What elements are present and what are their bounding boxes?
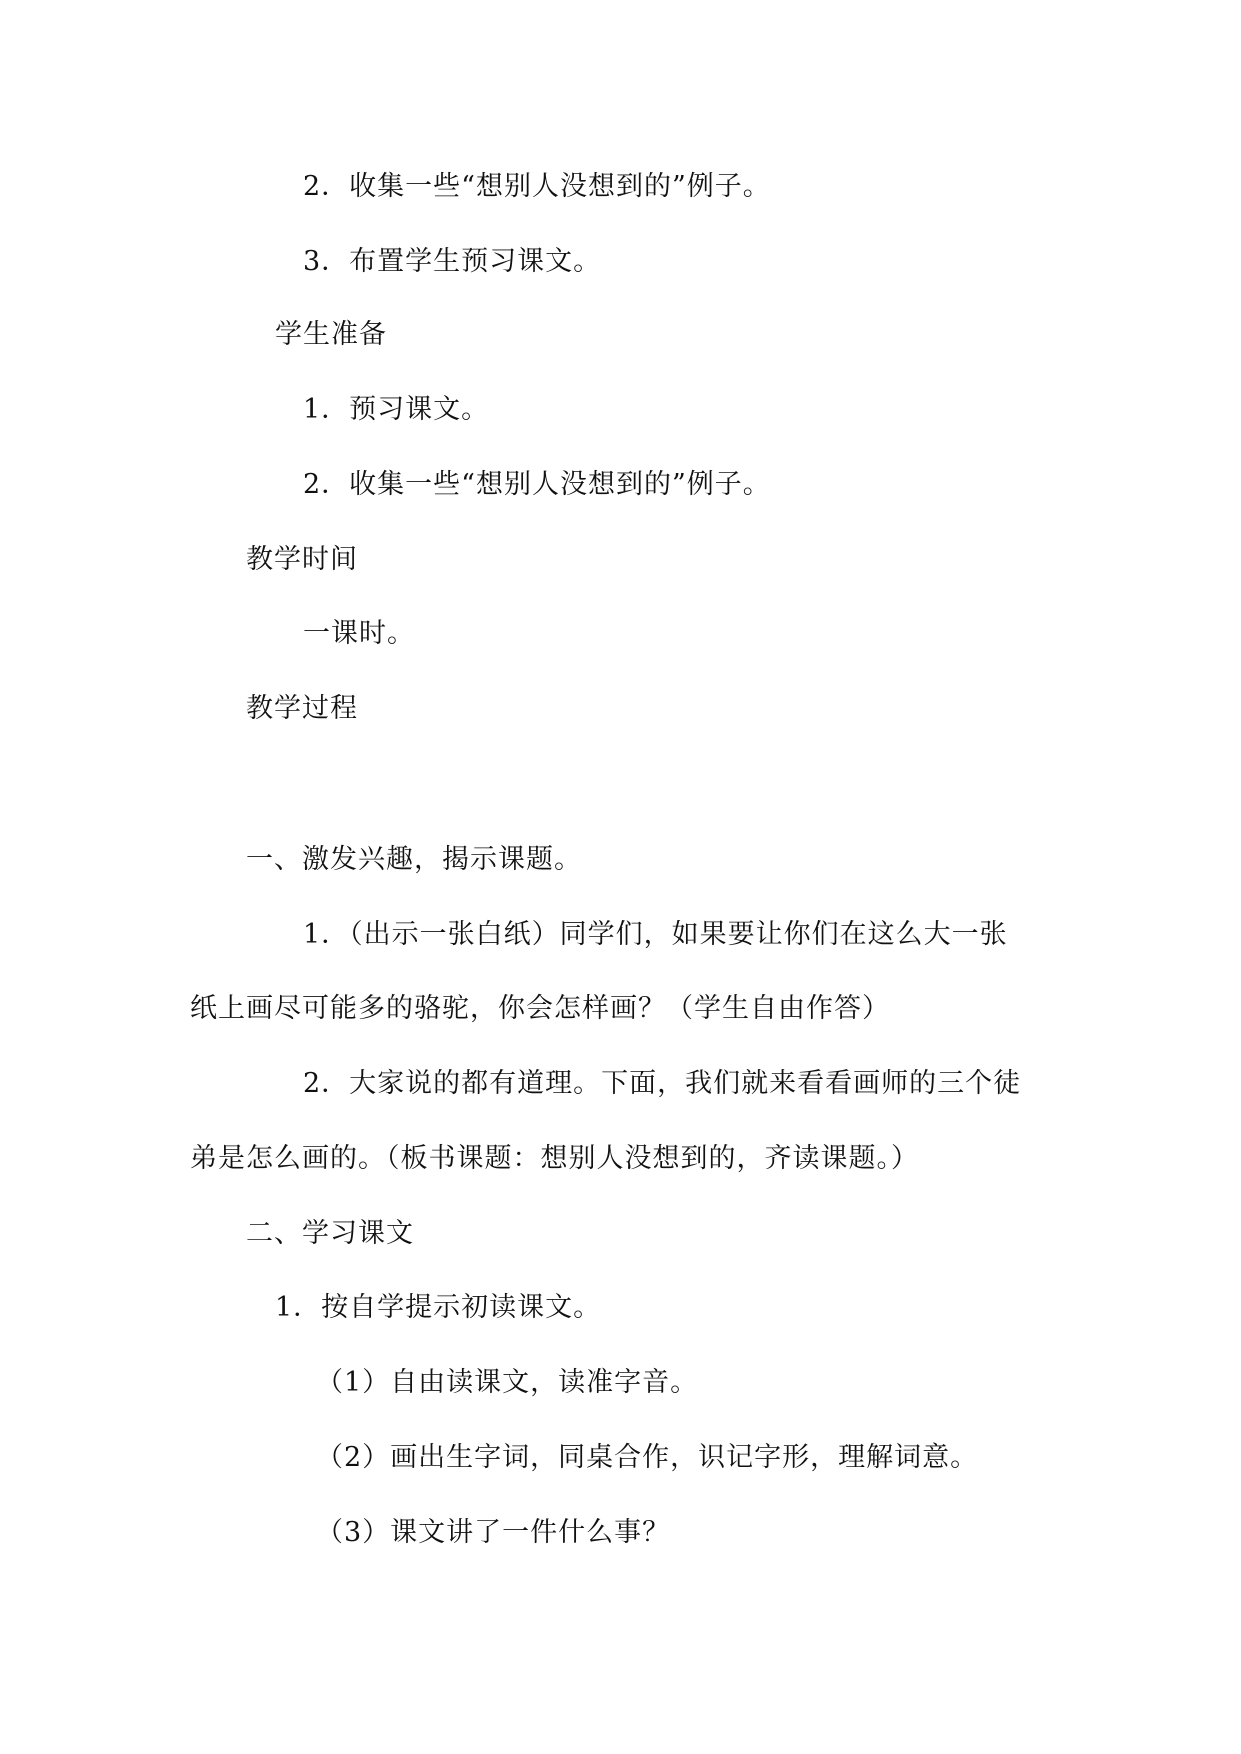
teacher-prep-item-2: 2．收集一些“想别人没想到的”例子。 bbox=[303, 171, 771, 202]
section-1-heading: 一、激发兴趣，揭示课题。 bbox=[246, 844, 582, 875]
section-2-item-1: 1．按自学提示初读课文。 bbox=[275, 1292, 602, 1323]
teaching-process-heading: 教学过程 bbox=[246, 693, 358, 724]
section-1-item-2-line-1: 2．大家说的都有道理。下面，我们就来看看画师的三个徒 bbox=[303, 1068, 1022, 1099]
section-1-item-2-line-2: 弟是怎么画的。（板书课题：想别人没想到的，齐读课题。） bbox=[190, 1143, 919, 1174]
student-prep-item-1: 1．预习课文。 bbox=[303, 394, 490, 425]
section-1-item-1-line-1: 1．（出示一张白纸）同学们，如果要让你们在这么大一张 bbox=[303, 919, 1008, 950]
section-2-heading: 二、学习课文 bbox=[246, 1218, 414, 1249]
student-prep-heading: 学生准备 bbox=[275, 319, 387, 350]
section-2-subitem-3: （3）课文讲了一件什么事？ bbox=[316, 1517, 671, 1548]
teacher-prep-item-3: 3．布置学生预习课文。 bbox=[303, 246, 602, 277]
student-prep-item-2: 2．收集一些“想别人没想到的”例子。 bbox=[303, 469, 771, 500]
teaching-time-heading: 教学时间 bbox=[246, 544, 358, 575]
section-2-subitem-2: （2）画出生字词，同桌合作，识记字形，理解词意。 bbox=[316, 1442, 979, 1473]
teaching-time-value: 一课时。 bbox=[303, 618, 415, 649]
section-1-item-1-line-2: 纸上画尽可能多的骆驼，你会怎样画？（学生自由作答） bbox=[190, 993, 890, 1024]
section-2-subitem-1: （1）自由读课文，读准字音。 bbox=[316, 1367, 699, 1398]
